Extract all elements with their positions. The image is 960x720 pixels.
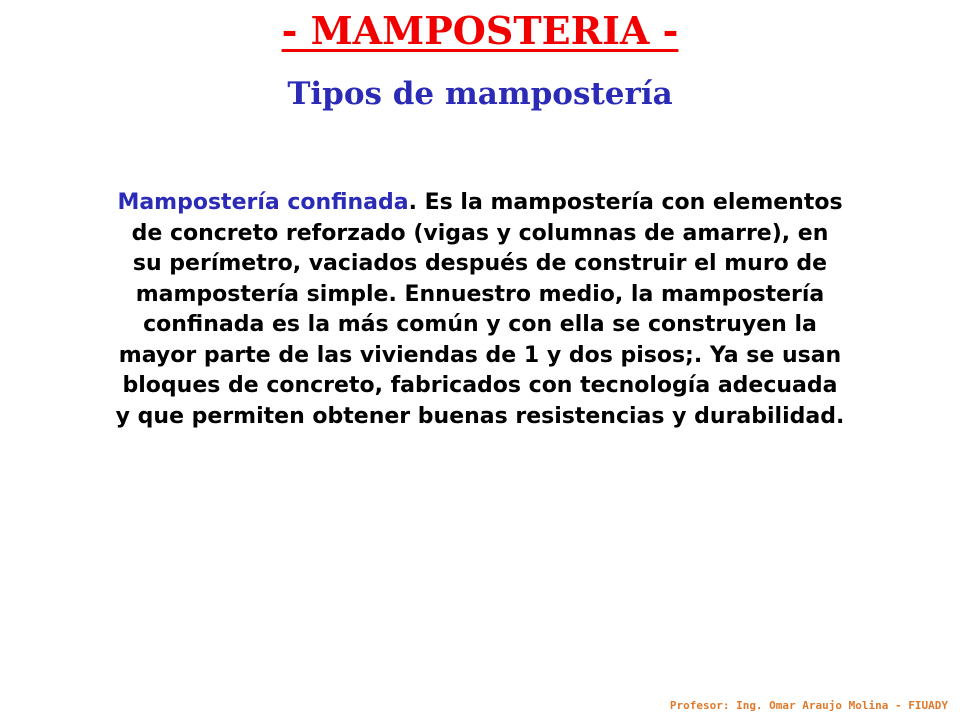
body-line-8: y que permiten obtener buenas resistencias y durabilidad. bbox=[115, 403, 845, 429]
highlighted-term: Mampostería confinada bbox=[117, 190, 409, 215]
body-line-3: su perímetro, vaciados después de construir el muro de bbox=[132, 251, 828, 276]
slide-subtitle: Tipos de mampostería bbox=[287, 76, 673, 112]
body-line-7: bloques de concreto, fabricados con tecnología adecuada bbox=[122, 373, 838, 398]
body-paragraph bbox=[20, 188, 940, 432]
body-line-4: mampostería simple. Ennuestro medio, la mampostería bbox=[135, 281, 825, 307]
body-line-1 bbox=[20, 188, 940, 219]
body-line-6: mayor parte de las viviendas de 1 y dos pisos;. Ya se usan bbox=[118, 342, 842, 368]
body-line-1-text: . Es la mampostería con elementos bbox=[408, 190, 843, 215]
body-line-5: confinada es la más común y con ella se construyen la bbox=[143, 312, 817, 337]
body-line-2: de concreto reforzado (vigas y columnas de amarre), en bbox=[131, 220, 829, 246]
slide-title: - MAMPOSTERIA - bbox=[281, 8, 679, 53]
footer-credit: Profesor: Ing. Omar Araujo Molina - FIUADY bbox=[669, 699, 948, 712]
